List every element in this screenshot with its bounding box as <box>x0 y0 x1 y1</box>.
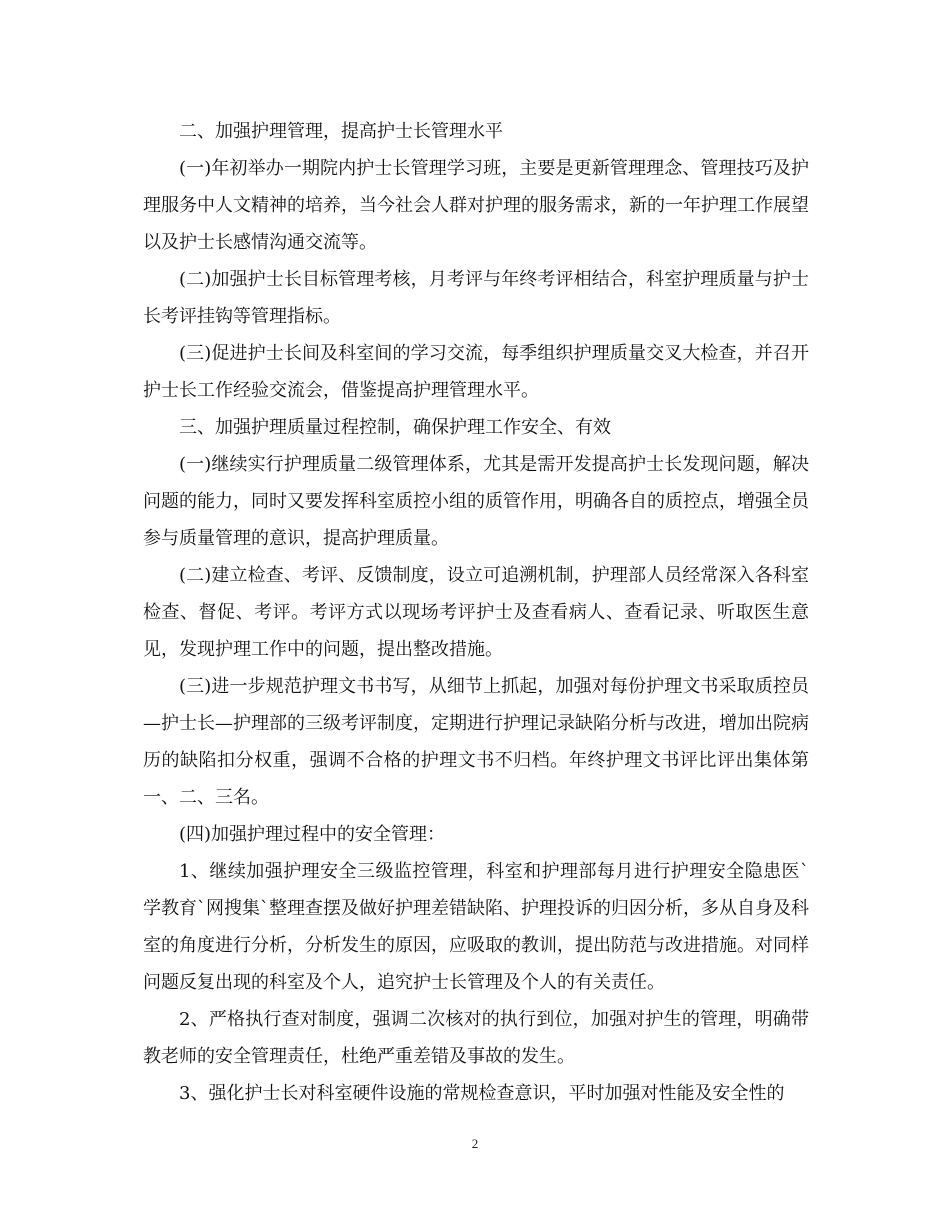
paragraph: (二)建立检查、考评、反馈制度，设立可追溯机制，护理部人员经常深入各科室检查、督促、考评。考评方式以现场考评护士及查看病人、查看记录、听取医生意见，发现护理工作中的问题，提出整改措施。 <box>143 565 809 660</box>
paragraph: (一)年初举办一期院内护士长管理学习班，主要是更新管理理念、管理技巧及护理服务中人文精神的培养，当今社会人群对护理的服务需求，新的一年护理工作展望以及护士长感情沟通交流等。 <box>143 158 809 253</box>
paragraph: 2、严格执行查对制度，强调二次核对的执行到位，加强对护生的管理，明确带教老师的安全管理责任，杜绝严重差错及事故的发生。 <box>143 1009 809 1067</box>
subsection-heading: (四)加强护理过程中的安全管理： <box>179 824 446 845</box>
paragraph: (三)促进护士长间及科室间的学习交流，每季组织护理质量交叉大检查，并召开护士长工作经验交流会，借鉴提高护理管理水平。 <box>143 343 809 401</box>
section-heading-2: 二、加强护理管理，提高护士长管理水平 <box>179 121 503 142</box>
paragraph: (二)加强护士长目标管理考核，月考评与年终考评相结合，科室护理质量与护士长考评挂钩等管理指标。 <box>143 269 809 327</box>
paragraph: 3、强化护士长对科室硬件设施的常规检查意识，平时加强对性能及安全性的 <box>179 1083 785 1104</box>
paragraph: (一)继续实行护理质量二级管理体系，尤其是需开发提高护士长发现问题，解决问题的能力，同时又要发挥科室质控小组的质管作用，明确各自的质控点，增强全员参与质量管理的意识，提高护理质量。 <box>143 454 809 549</box>
paragraph: 1、继续加强护理安全三级监控管理，科室和护理部每月进行护理安全隐患医`学教育`网搜集`整理查摆及做好护理差错缺陷、护理投诉的归因分析，多从自身及科室的角度进行分析，分析发生的原因，应吸取的教训，提出防范与改进措施。对同样问题反复出现的科室及个人，追究护士长管理及个人的有关责任。 <box>143 861 809 993</box>
document-body <box>143 113 809 1112</box>
paragraph: (三)进一步规范护理文书书写，从细节上抓起，加强对每份护理文书采取质控员—护士长—护理部的三级考评制度，定期进行护理记录缺陷分析与改进，增加出院病历的缺陷扣分权重，强调不合格的护理文书不归档。年终护理文书评比评出集体第一、二、三名。 <box>143 676 809 808</box>
page-number: 2 <box>471 1136 479 1151</box>
section-heading-3: 三、加强护理质量过程控制，确保护理工作安全、有效 <box>179 417 611 438</box>
